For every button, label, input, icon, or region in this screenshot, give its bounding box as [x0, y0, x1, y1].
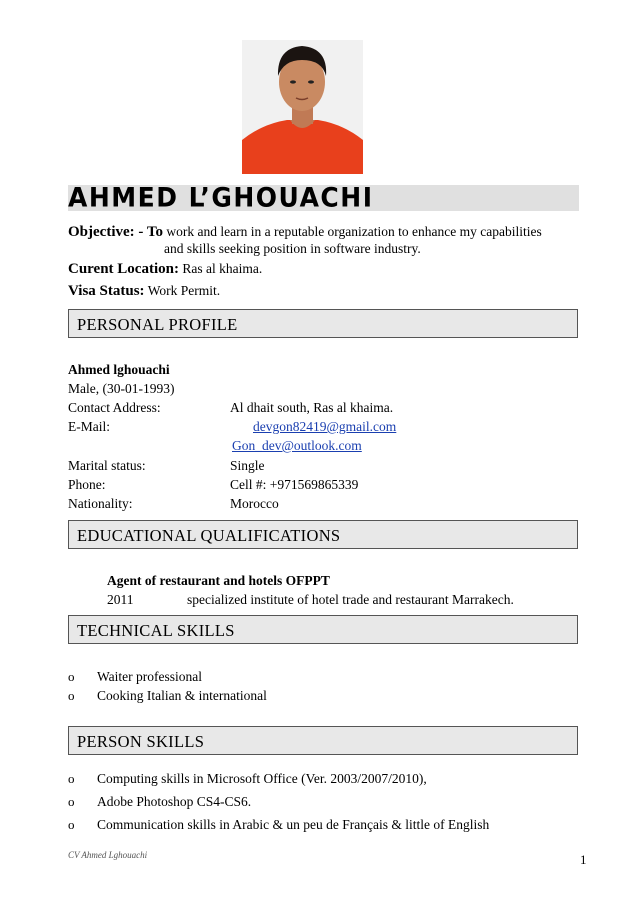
visa-status	[68, 283, 220, 300]
marital-value: Single	[230, 458, 265, 473]
nationality-label: Nationality:	[68, 496, 133, 511]
email-label: E-Mail:	[68, 419, 110, 434]
objective	[68, 224, 542, 241]
address-value: Al dhait south, Ras al khaima.	[230, 400, 394, 415]
address-label: Contact Address:	[68, 400, 161, 415]
section-title: EDUCATIONAL QUALIFICATIONS	[77, 526, 341, 545]
visa-label: Visa Status:	[68, 283, 145, 299]
section-title: TECHNICAL SKILLS	[77, 621, 235, 640]
list-item: Adobe Photoshop CS4-CS6.	[97, 794, 252, 809]
list-item: Cooking Italian & international	[97, 688, 267, 703]
section-education	[68, 520, 578, 549]
section-personal-profile	[68, 309, 578, 338]
education-year: 2011	[107, 592, 134, 607]
profile-full-name: Ahmed lghouachi	[68, 362, 170, 377]
bullet-icon: o	[68, 669, 75, 684]
bullet-icon: o	[68, 794, 75, 809]
current-location	[68, 261, 262, 278]
bullet-icon: o	[68, 771, 75, 786]
email-link-primary[interactable]: devgon82419@gmail.com	[253, 419, 397, 434]
list-item: Waiter professional	[97, 669, 203, 684]
location-value: Ras al khaima.	[182, 261, 263, 276]
location-label: Curent Location:	[68, 261, 179, 277]
footer-text: CV Ahmed Lghouachi	[68, 850, 148, 860]
email-link-secondary[interactable]: Gon_dev@outlook.com	[232, 438, 362, 453]
section-title: PERSONAL PROFILE	[77, 315, 238, 334]
nationality-value: Morocco	[230, 496, 279, 511]
bullet-icon: o	[68, 688, 75, 703]
objective-text-line1: work and learn in a reputable organization to enhance my capabilities	[166, 224, 542, 239]
education-detail: specialized institute of hotel trade and restaurant Marrakech.	[187, 592, 514, 607]
phone-value: Cell #: +971569865339	[230, 477, 359, 492]
bullet-icon: o	[68, 817, 75, 832]
marital-label: Marital status:	[68, 458, 146, 473]
section-title: PERSON SKILLS	[77, 732, 205, 751]
visa-value: Work Permit.	[147, 283, 221, 298]
phone-label: Phone:	[68, 477, 106, 492]
candidate-name: AHMED L’GHOUACHI	[68, 182, 374, 213]
list-item: Computing skills in Microsoft Office (Ver. 2003/2007/2010),	[97, 771, 427, 786]
list-item: Communication skills in Arabic & un peu de Français & little of English	[97, 817, 490, 832]
page-number: 1	[580, 852, 587, 867]
objective-text-line2: and skills seeking position in software industry.	[164, 241, 421, 256]
section-technical-skills	[68, 615, 578, 644]
section-person-skills	[68, 726, 578, 755]
objective-label: Objective: - To	[68, 224, 163, 240]
profile-gender-dob: Male, (30-01-1993)	[68, 381, 175, 396]
profile-photo	[242, 40, 363, 174]
education-title: Agent of restaurant and hotels OFPPT	[107, 573, 330, 588]
